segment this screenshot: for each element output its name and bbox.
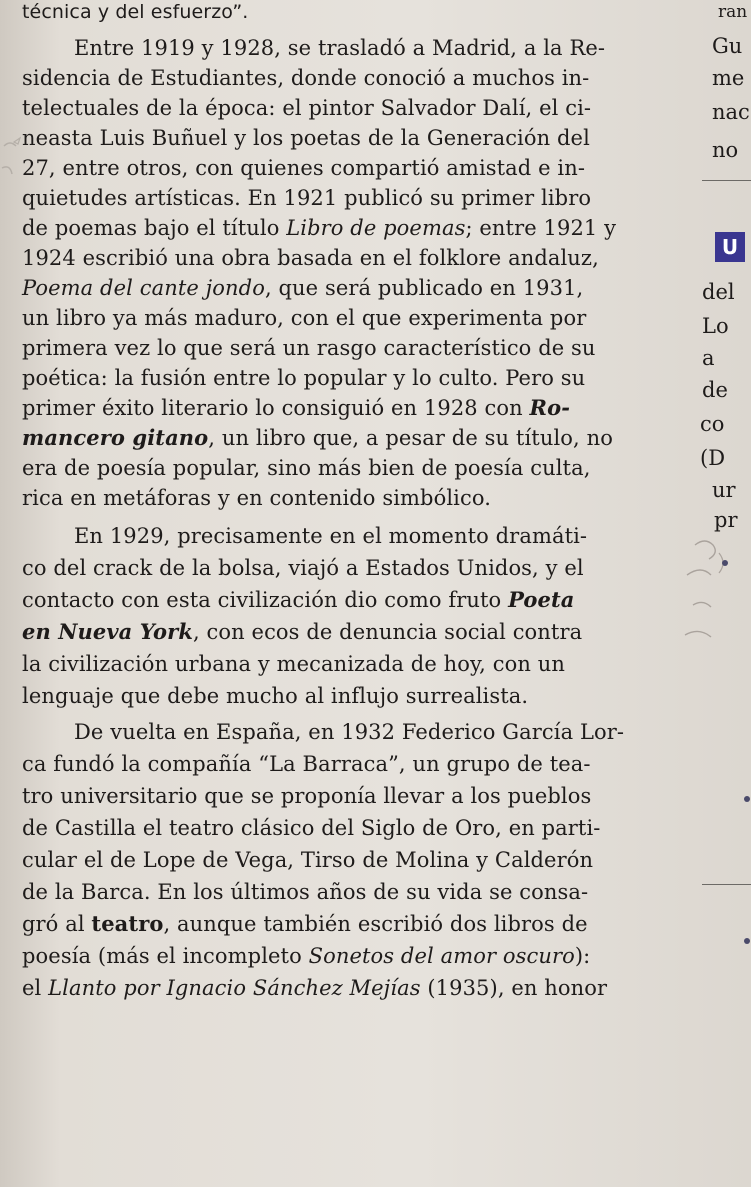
text-line: rica en metáforas y en contenido simbólico. — [22, 486, 491, 510]
edge-fragment: nac — [712, 100, 750, 124]
text-line: telectuales de la época: el pintor Salvador Dalí, el ci- — [22, 96, 592, 120]
text-line: primer éxito literario lo consiguió en 1928 con Ro- — [22, 395, 571, 420]
edge-fragment: Gu — [712, 34, 743, 58]
text-line: primera vez lo que será un rasgo característico de su — [22, 336, 596, 360]
edge-fragment: (D — [700, 446, 726, 470]
margin-doodle-icon — [675, 525, 751, 685]
text-line: ca fundó la compañía “La Barraca”, un grupo de tea- — [22, 752, 591, 776]
text-line: técnica y del esfuerzo”. — [22, 1, 249, 23]
text-line: Entre 1919 y 1928, se trasladó a Madrid, a la Re- — [74, 36, 606, 60]
text-line: el Llanto por Ignacio Sánchez Mejías (1935), en honor — [22, 976, 608, 1000]
text-line: era de poesía popular, sino más bien de poesía culta, — [22, 456, 591, 480]
edge-fragment: pr — [714, 508, 738, 532]
text-line: co del crack de la bolsa, viajó a Estados Unidos, y el — [22, 556, 584, 580]
book-title: Poeta — [508, 587, 575, 612]
text-line: quietudes artísticas. En 1921 publicó su primer libro — [22, 186, 592, 210]
divider — [702, 884, 751, 885]
bullet-dot-icon — [744, 938, 750, 944]
text-line: de Castilla el teatro clásico del Siglo de Oro, en parti- — [22, 816, 601, 840]
margin-scribble-icon — [0, 128, 24, 188]
text-line: Poema del cante jondo, que será publicado en 1931, — [22, 276, 584, 300]
edge-fragment: ran — [718, 2, 748, 22]
text-line: mancero gitano, un libro que, a pesar de su título, no — [22, 425, 613, 450]
book-title: Poema del cante jondo — [22, 276, 265, 300]
bullet-dot-icon — [722, 560, 728, 566]
text-line: lenguaje que debe mucho al influjo surrealista. — [22, 684, 529, 708]
text-line: la civilización urbana y mecanizada de hoy, con un — [22, 652, 565, 676]
book-title: en Nueva York — [22, 619, 193, 644]
text-line: de la Barca. En los últimos años de su vida se consa- — [22, 880, 589, 904]
edge-fragment: del — [702, 280, 735, 304]
book-title: Llanto por Ignacio Sánchez Mejías — [48, 976, 421, 1000]
edge-fragment: de — [702, 378, 728, 402]
edge-fragment: a — [702, 346, 715, 370]
text-line: 27, entre otros, con quienes compartió amistad e in- — [22, 156, 586, 180]
edge-fragment: Lo — [702, 314, 729, 338]
edge-fragment: no — [712, 138, 739, 162]
text-line: gró al teatro, aunque también escribió dos libros de — [22, 911, 588, 936]
text-line: 1924 escribió una obra basada en el folklore andaluz, — [22, 246, 599, 270]
book-title: mancero gitano — [22, 425, 209, 450]
text-line: poesía (más el incompleto Sonetos del amor oscuro): — [22, 944, 591, 968]
text-line: De vuelta en España, en 1932 Federico García Lor- — [74, 720, 625, 744]
text-line: cular el de Lope de Vega, Tirso de Molina y Calderón — [22, 848, 594, 872]
divider — [702, 180, 751, 181]
section-badge: U — [715, 232, 745, 262]
edge-fragment: co — [700, 412, 725, 436]
edge-fragment: ur — [712, 478, 736, 502]
edge-fragment: me — [712, 66, 745, 90]
text-line: En 1929, precisamente en el momento dramáti- — [74, 524, 588, 548]
text-line: en Nueva York, con ecos de denuncia social contra — [22, 619, 583, 644]
emphasis: teatro — [91, 911, 164, 936]
text-line: neasta Luis Buñuel y los poetas de la Generación del — [22, 126, 590, 150]
bullet-dot-icon — [744, 796, 750, 802]
text-line: contacto con esta civilización dio como fruto Poeta — [22, 587, 575, 612]
text-line: poética: la fusión entre lo popular y lo culto. Pero su — [22, 366, 586, 390]
book-title: Ro- — [529, 395, 571, 420]
text-line: de poemas bajo el título Libro de poemas; entre 1921 y — [22, 216, 617, 240]
text-line: sidencia de Estudiantes, donde conoció a muchos in- — [22, 66, 590, 90]
text-line: tro universitario que se proponía llevar a los pueblos — [22, 784, 592, 808]
text-line: un libro ya más maduro, con el que experimenta por — [22, 306, 587, 330]
book-title: Sonetos del amor oscuro — [308, 944, 575, 968]
book-title: Libro de poemas — [286, 216, 466, 240]
